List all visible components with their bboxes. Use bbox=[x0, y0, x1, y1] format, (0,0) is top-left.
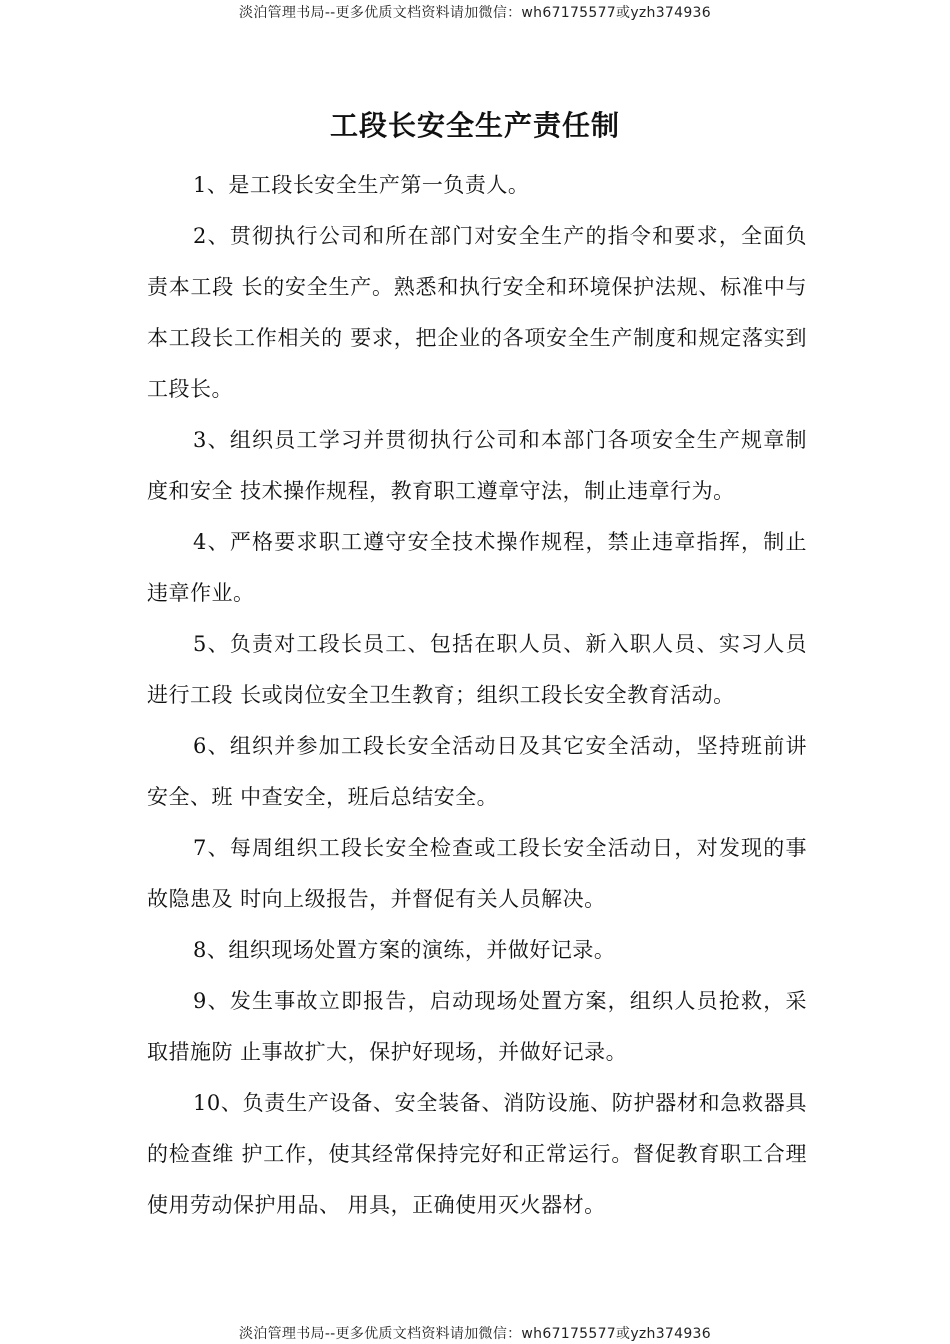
clause-9: 9、发生事故立即报告，启动现场处置方案，组织人员抢救，采取措施防 止事故扩大，保护好现场，并做好记录。 bbox=[147, 989, 807, 1064]
clause-4: 4、严格要求职工遵守安全技术操作规程，禁止违章指挥，制止违章作业。 bbox=[147, 530, 807, 605]
clause-10: 10、负责生产设备、安全装备、消防设施、防护器材和急救器具的检查维 护工作，使其经常保持完好和正常运行。督促教育职工合理使用劳动保护用品、 用具，正确使用灭火器材。 bbox=[147, 1091, 807, 1217]
footer-banner: 淡泊管理书局--更多优质文档资料请加微信：wh67175577或yzh374936 bbox=[239, 1326, 711, 1342]
clause-7: 7、每周组织工段长安全检查或工段长安全活动日，对发现的事故隐患及 时向上级报告，并督促有关人员解决。 bbox=[147, 836, 807, 911]
clause-6: 6、组织并参加工段长安全活动日及其它安全活动，坚持班前讲安全、班 中查安全，班后总结安全。 bbox=[147, 734, 807, 809]
clause-2: 2、贯彻执行公司和所在部门对安全生产的指令和要求，全面负责本工段 长的安全生产。熟悉和执行安全和环境保护法规、标准中与本工段长工作相关的 要求，把企业的各项安全生产制度和规定落实到工段长。 bbox=[147, 224, 807, 401]
document-title: 工段长安全生产责任制 bbox=[329, 109, 620, 142]
clause-5: 5、负责对工段长员工、包括在职人员、新入职人员、实习人员进行工段 长或岗位安全卫生教育；组织工段长安全教育活动。 bbox=[147, 632, 807, 707]
clause-8: 8、组织现场处置方案的演练，并做好记录。 bbox=[193, 938, 616, 962]
header-banner: 淡泊管理书局--更多优质文档资料请加微信：wh67175577或yzh374936 bbox=[239, 5, 711, 21]
document-body bbox=[147, 160, 807, 1231]
clause-1: 1、是工段长安全生产第一负责人。 bbox=[193, 173, 530, 197]
clause-3: 3、组织员工学习并贯彻执行公司和本部门各项安全生产规章制度和安全 技术操作规程，教育职工遵章守法，制止违章行为。 bbox=[147, 428, 807, 503]
